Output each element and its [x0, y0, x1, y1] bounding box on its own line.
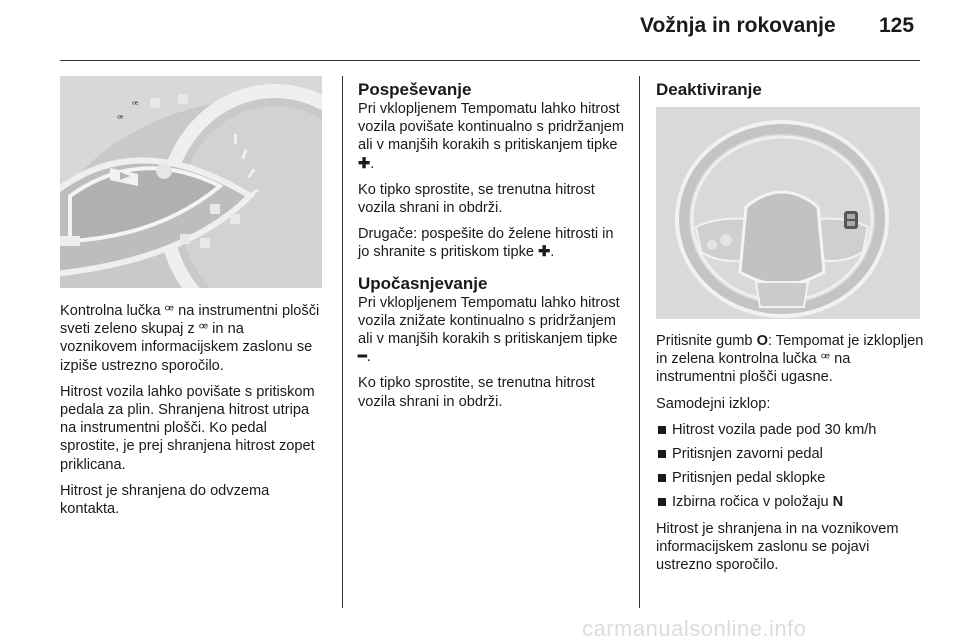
heading-deactivating-text: Deaktiviranje [656, 80, 762, 99]
column-2 [358, 80, 626, 419]
list-item-text: Hitrost vozila pade pod 30 km/h [672, 421, 877, 438]
column-divider-1 [342, 76, 343, 608]
bullet-square-icon [658, 498, 666, 506]
page-number: 125 [879, 14, 915, 37]
decel-p1-text: Pri vklopljenem Tempomatu lahko hitrost vozila znižate kontinualno s pridržanjem ali v manjših korakih s pritiskanjem tipke [358, 294, 620, 348]
bullet-square-icon [658, 450, 666, 458]
list-item [656, 469, 924, 487]
column-1 [60, 302, 322, 526]
col1-paragraph-3: Hitrost je shranjena do odvzema kontakta. [60, 482, 270, 518]
column-3 [656, 332, 924, 582]
instrument-cluster-image [60, 76, 322, 288]
list-item-text: Pritisnjen pedal sklopke [672, 470, 826, 487]
list-item-text: Pritisnjen zavorni pedal [672, 446, 823, 463]
gear-neutral-label: N [832, 494, 844, 511]
accel-p1-text: Pri vklopljenem Tempomatu lahko hitrost vozila povišate kontinualno s pridržanjem ali v manjših korakih s pritiskanjem tipke [358, 101, 625, 154]
decel-paragraph-1: Pri vklopljenem Tempomatu lahko hitrost vozila znižate kontinualno s pridržanjem ali v manjših korakih s pritiskanjem tipke ━. [358, 294, 620, 366]
accel-paragraph-2: Ko tipko sprostite, se trenutna hitrost vozila shrani in obdrži. [358, 181, 595, 217]
cruise-indicator-icon: ꟹ [820, 351, 831, 368]
off-button-icon: O [756, 333, 768, 349]
col3-paragraph-3: Hitrost je shranjena in na voznikovem informacijskem zaslonu se pojavi ustrezno sporočilo. [656, 520, 899, 574]
cruise-indicator-icon: ꟹ [164, 303, 175, 319]
col1-paragraph-2: Hitrost vozila lahko povišate s pritiskom pedala za plin. Shranjena hitrost utripa na instrumentni plošči. Ko pedal sprostite, je prej shranjena hitrost zopet priklicana. [60, 383, 315, 473]
col1-paragraph-1 [60, 302, 322, 375]
list-item [656, 493, 924, 511]
page-header-title: Vožnja in rokovanje [640, 14, 836, 37]
accel-paragraph-3: Drugače: pospešite do želene hitrosti in jo shranite s pritiskom tipke ✚. [358, 226, 614, 261]
col1-p1-text-a: Kontrolna lučka [60, 303, 165, 319]
decel-paragraph-2: Ko tipko sprostite, se trenutna hitrost vozila shrani in obdrži. [358, 375, 595, 410]
list-item [656, 445, 924, 463]
column-divider-2 [639, 76, 640, 608]
accel-p3-text: Drugače: pospešite do želene hitrosti in jo shranite s pritiskom tipke [358, 226, 614, 261]
col3-p1-text-b: : Tempomat je izklopljen in zelena kontrolna lučka [656, 333, 924, 368]
header-rule [60, 60, 920, 61]
bullet-square-icon [658, 474, 666, 482]
bullet-square-icon [658, 426, 666, 434]
plus-icon: ✚ [538, 244, 551, 261]
plus-icon: ✚ [358, 155, 371, 172]
svg-text:ꟹ: ꟹ [117, 114, 124, 125]
list-item [656, 421, 924, 439]
list-item-text: Izbirna ročica v položaju [672, 494, 833, 511]
heading-deactivating [656, 80, 920, 100]
accel-paragraph-1: Pri vklopljenem Tempomatu lahko hitrost vozila povišate kontinualno s pridržanjem ali v manjših korakih s pritiskanjem tipke ✚. [358, 101, 625, 172]
col1-p1-text-c: in na voznikovem informacijskem zaslonu se izpiše ustrezno sporočilo. [60, 321, 313, 374]
minus-icon: ━ [358, 349, 367, 366]
col3-paragraph-2: Samodejni izklop: [656, 395, 771, 412]
col3-paragraph-1 [656, 332, 924, 387]
svg-text:ꟹ: ꟹ [132, 100, 139, 111]
heading-decelerating: Upočasnjevanje [358, 273, 488, 293]
watermark: carmanualsonline.info [582, 616, 807, 641]
col1-p1-text-b: na instrumentni plošči sveti zeleno skupaj z [60, 303, 320, 338]
col3-p1-text-a: Pritisnite gumb [656, 333, 757, 349]
steering-wheel-image [656, 107, 920, 319]
cruise-indicator-icon: ꟹ [198, 321, 209, 338]
col3-p1-text-c: na instrumentni plošči ugasne. [656, 351, 851, 386]
heading-accelerating: Pospeševanje [358, 80, 472, 99]
auto-off-list [656, 421, 924, 512]
